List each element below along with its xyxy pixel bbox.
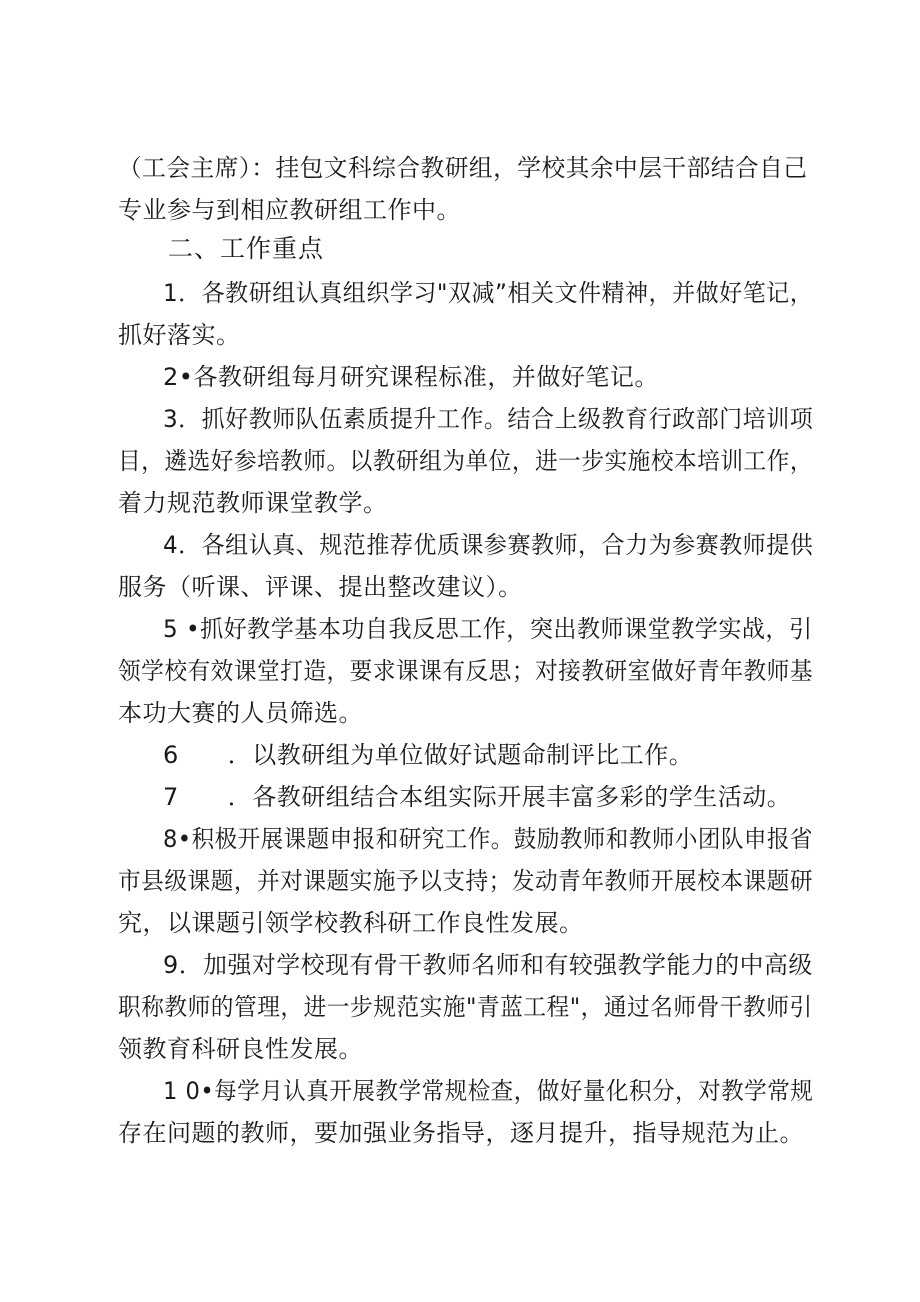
item-9-line: 职称教师的管理，进一步规范实施"青蓝工程"，通过名师骨干教师引 [118, 993, 813, 1021]
intro-line: 专业参与到相应教研组工作中。 [118, 196, 461, 224]
item-1-line: 抓好落实。 [118, 321, 241, 349]
item-9-line: 9．加强对学校现有骨干教师名师和有较强教学能力的中高级 [163, 951, 813, 979]
item-8-line: 8•积极开展课题申报和研究工作。鼓励教师和教师小团队申报省 [163, 825, 813, 853]
item-5-line: 本功大赛的人员筛选。 [118, 699, 363, 727]
item-4-line: 服务（听课、评课、提出整改建议）。 [118, 573, 523, 601]
item-1-line: 1．各教研组认真组织学习"双减”相关文件精神，并做好笔记， [163, 279, 814, 307]
item-4-line: 4．各组认真、规范推荐优质课参赛教师，合力为参赛教师提供 [163, 531, 814, 559]
item-2-line: 2•各教研组每月研究课程标准，并做好笔记。 [163, 363, 659, 391]
intro-line: （工会主席）：挂包文科综合教研组，学校其余中层干部结合自己 [118, 154, 808, 182]
item-10-line: 1 0•每学月认真开展教学常规检查，做好量化积分，对教学常规 [163, 1077, 814, 1105]
item-3-line: 3．抓好教师队伍素质提升工作。结合上级教育行政部门培训项 [163, 405, 814, 433]
item-7-line: 7 ．各教研组结合本组实际开展丰富多彩的学生活动。 [163, 783, 792, 811]
item-9-line: 领教育科研良性发展。 [118, 1035, 363, 1063]
item-5-line: 5 •抓好教学基本功自我反思工作，突出教师课堂教学实战，引 [163, 615, 813, 643]
item-10-line: 存在问题的教师，要加强业务指导，逐月提升，指导规范为止。 [118, 1119, 804, 1147]
item-3-line: 着力规范教师课堂教学。 [118, 489, 388, 517]
item-3-line: 目，遴选好参培教师。以教研组为单位，进一步实施校本培训工作， [118, 447, 814, 475]
item-5-line: 领学校有效课堂打造，要求课课有反思；对接教研室做好青年教师基 [118, 657, 814, 685]
item-6-line: 6 ．以教研组为单位做好试题命制评比工作。 [163, 741, 694, 769]
item-8-line: 市县级课题，并对课题实施予以支持；发动青年教师开展校本课题研 [118, 867, 814, 895]
item-8-line: 究，以课题引领学校教科研工作良性发展。 [118, 909, 584, 937]
section-heading: 二、工作重点 [168, 234, 325, 263]
